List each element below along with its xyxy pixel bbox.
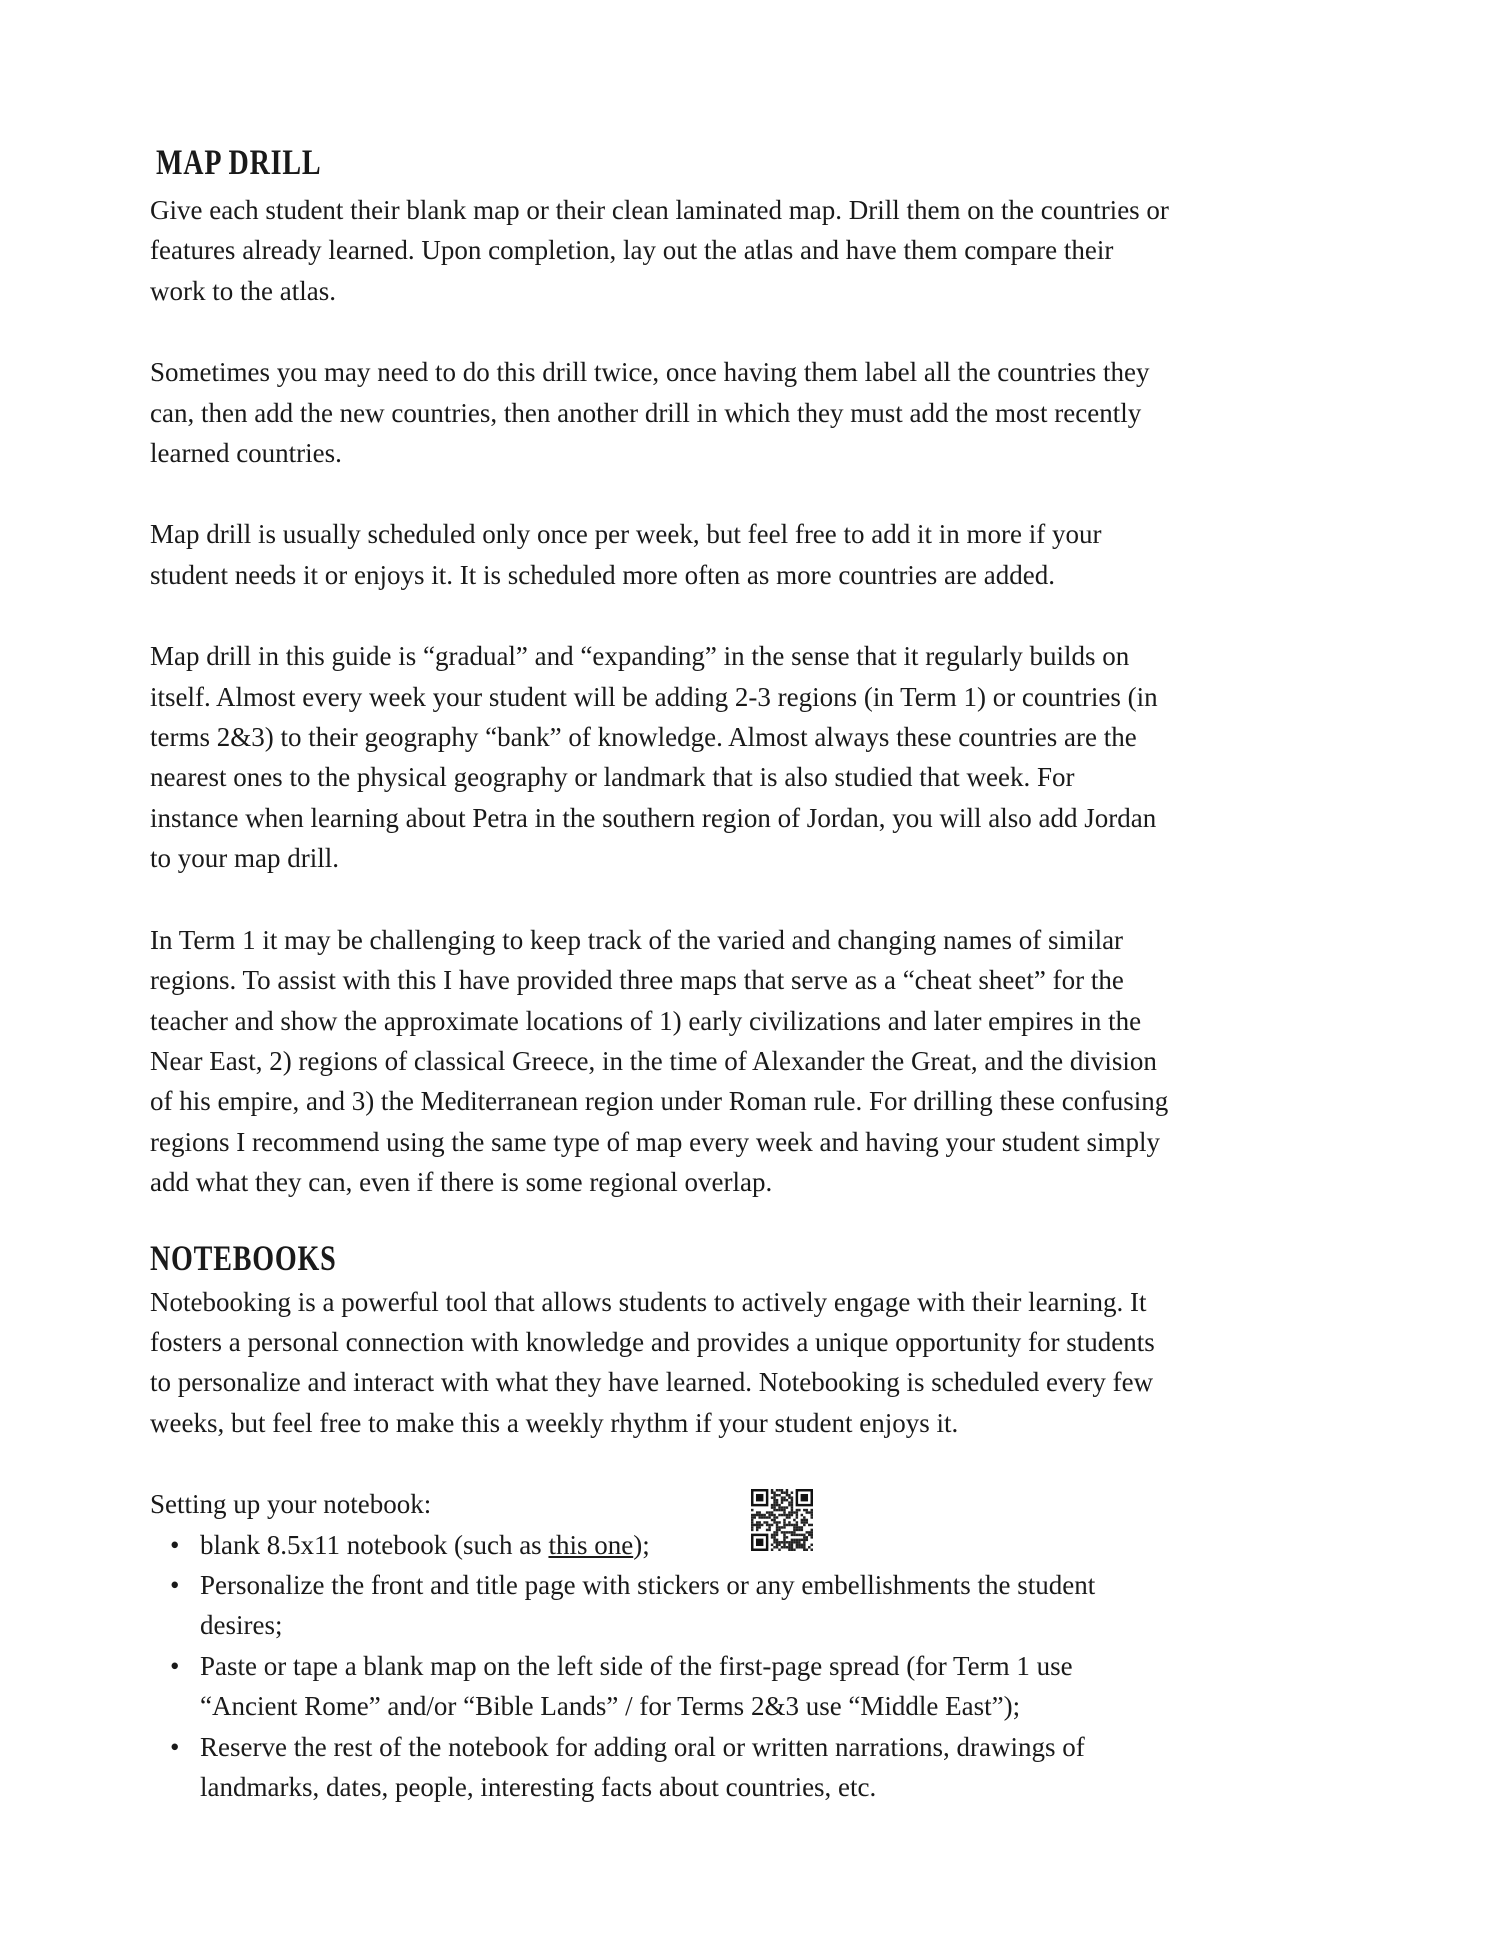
text-line: Near East, 2) regions of classical Greece, in the time of Alexander the Great, and the division [150,1045,1157,1076]
setup-label: Setting up your notebook: [150,1489,432,1520]
text-line: weeks, but feel free to make this a weekly rhythm if your student enjoys it. [150,1407,959,1438]
list-item [150,1525,1350,1565]
text-line: itself. Almost every week your student will be adding 2-3 regions (in Term 1) or countries (in [150,681,1158,712]
text-line: desires; [200,1610,283,1641]
text-line: Give each student their blank map or their clean laminated map. Drill them on the countries or [150,195,1169,225]
list-item [150,1565,1350,1646]
item-text: blank 8.5x11 notebook (such as [200,1529,549,1560]
text-line: Reserve the rest of the notebook for adding oral or written narrations, drawings of [200,1731,1085,1762]
notebooks-paragraph [150,1282,1350,1444]
text-line: Paste or tape a blank map on the left side of the first-page spread (for Term 1 use [200,1650,1073,1681]
text-line: nearest ones to the physical geography or landmark that is also studied that week. For [150,762,1075,793]
text-line: “Ancient Rome” and/or “Bible Lands” / for Terms 2&3 use “Middle East”); [200,1691,1021,1722]
text-line: Personalize the front and title page with stickers or any embellishments the student [200,1569,1096,1600]
text-line: of his empire, and 3) the Mediterranean region under Roman rule. For drilling these confusing [150,1086,1169,1117]
text-line: fosters a personal connection with knowledge and provides a unique opportunity for students [150,1326,1155,1357]
text-line: regions. To assist with this I have provided three maps that serve as a “cheat sheet” for the [150,965,1124,996]
map-drill-paragraph [150,636,1350,878]
notebooks-heading: NOTEBOOKS [150,1237,337,1278]
list-item [150,1727,1350,1808]
text-line: terms 2&3) to their geography “bank” of knowledge. Almost always these countries are the [150,722,1137,753]
text-line: student needs it or enjoys it. It is scheduled more often as more countries are added. [150,559,1055,590]
document-page [150,140,1350,1807]
bullet: • [170,1650,180,1681]
text-line: Sometimes you may need to do this drill twice, once having them label all the countries they [150,357,1150,388]
setup-list-continued [150,1565,1350,1807]
text-line: Map drill is usually scheduled only once per week, but feel free to add it in more if your [150,519,1102,550]
bullet: • [170,1731,180,1762]
map-drill-heading: MAP DRILL [156,142,322,182]
text-line: instance when learning about Petra in the southern region of Jordan, you will also add Jordan [150,802,1157,833]
this-one-link[interactable]: this one [548,1529,634,1560]
text-line: to personalize and interact with what they have learned. Notebooking is scheduled every few [150,1367,1154,1398]
map-drill-section [150,190,1350,1203]
text-line: teacher and show the approximate locations of 1) early civilizations and later empires in the [150,1005,1142,1036]
item-text: ); [633,1529,650,1560]
list-item [150,1646,1350,1727]
bullet: • [170,1569,180,1600]
text-line: can, then add the new countries, then another drill in which they must add the most recently [150,397,1142,428]
text-line: features already learned. Upon completion, lay out the atlas and have them compare their [150,235,1114,266]
map-drill-paragraph [150,920,1350,1203]
text-line: Map drill in this guide is “gradual” and “expanding” in the sense that it regularly builds on [150,641,1130,672]
map-drill-paragraph [150,514,1350,595]
text-line: Notebooking is a powerful tool that allows students to actively engage with their learning. It [150,1286,1147,1317]
map-drill-paragraph [150,190,1350,311]
text-line: learned countries. [150,438,342,469]
text-line: landmarks, dates, people, interesting facts about countries, etc. [200,1772,877,1802]
text-line: work to the atlas. [150,275,336,306]
setup-list [150,1525,1350,1565]
map-drill-paragraph [150,352,1350,473]
text-line: to your map drill. [150,843,339,874]
text-line: In Term 1 it may be challenging to keep track of the varied and changing names of similar [150,924,1124,955]
qr-code-icon[interactable] [751,1488,813,1552]
text-line: add what they can, even if there is some regional overlap. [150,1167,773,1198]
text-line: regions I recommend using the same type of map every week and having your student simply [150,1126,1160,1157]
bullet: • [170,1529,180,1560]
